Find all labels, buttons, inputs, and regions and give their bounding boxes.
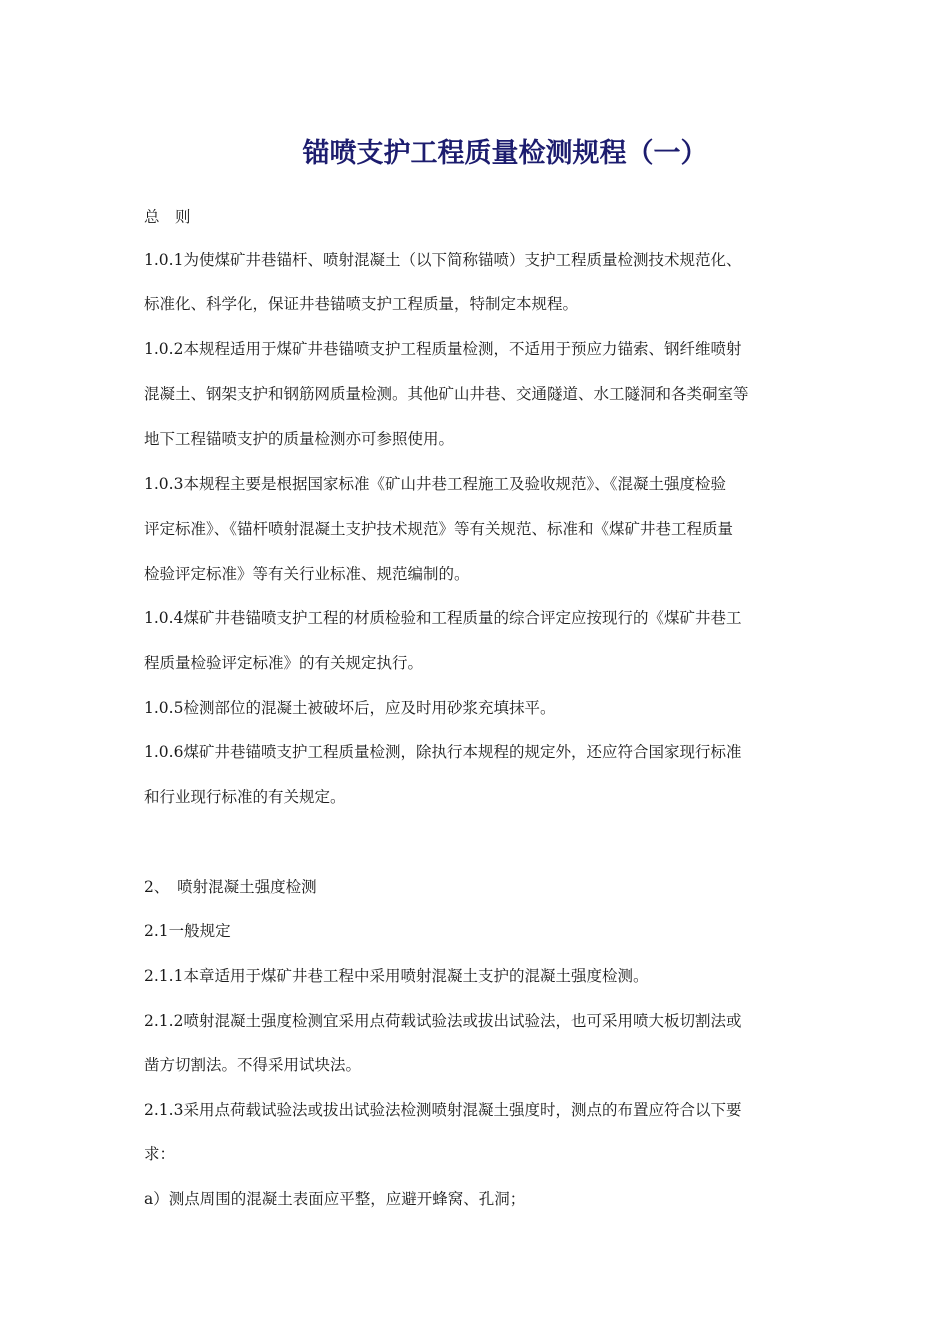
paragraph-line: 1.0.5检测部位的混凝土被破坏后，应及时用砂浆充填抹平。 xyxy=(144,699,556,717)
section-heading: 2、 喷射混凝土强度检测 xyxy=(144,878,317,896)
paragraph-line: 和行业现行标准的有关规定。 xyxy=(144,788,346,806)
document-title: 锚喷支护工程质量检测规程（一） xyxy=(302,138,708,169)
subsection-heading: 2.1一般规定 xyxy=(144,922,231,940)
paragraph-line: 检验评定标准》等有关行业标准、规范编制的。 xyxy=(144,565,470,583)
paragraph-line: 2.1.2喷射混凝土强度检测宜采用点荷载试验法或拔出试验法，也可采用喷大板切割法或 xyxy=(144,1012,742,1030)
paragraph-line: 地下工程锚喷支护的质量检测亦可参照使用。 xyxy=(144,430,455,448)
paragraph-line: 混凝土、钢架支护和钢筋网质量检测。其他矿山井巷、交通隧道、水工隧洞和各类硐室等 xyxy=(144,385,749,403)
paragraph-line: 1.0.1为使煤矿井巷锚杆、喷射混凝土（以下简称锚喷）支护工程质量检测技术规范化、 xyxy=(144,251,742,269)
paragraph-line: 程质量检验评定标准》的有关规定执行。 xyxy=(144,654,424,672)
paragraph-line: 评定标准》、《锚杆喷射混凝土支护技术规范》等有关规范、标准和《煤矿井巷工程质量 xyxy=(144,520,734,538)
paragraph-line: 凿方切割法。不得采用试块法。 xyxy=(144,1056,362,1074)
paragraph-line: 求： xyxy=(144,1145,176,1163)
paragraph-line: 2.1.3采用点荷载试验法或拔出试验法检测喷射混凝土强度时，测点的布置应符合以下要 xyxy=(144,1101,742,1119)
paragraph-line: 2.1.1本章适用于煤矿井巷工程中采用喷射混凝土支护的混凝土强度检测。 xyxy=(144,967,649,985)
paragraph-line: 1.0.4煤矿井巷锚喷支护工程的材质检验和工程质量的综合评定应按现行的《煤矿井巷工 xyxy=(144,609,742,627)
paragraph-line: 1.0.3本规程主要是根据国家标准《矿山井巷工程施工及验收规范》、《混凝土强度检验 xyxy=(144,475,726,493)
paragraph-line: 1.0.2本规程适用于煤矿井巷锚喷支护工程质量检测，不适用于预应力锚索、钢纤维喷射 xyxy=(144,340,742,358)
paragraph-line: a）测点周围的混凝土表面应平整，应避开蜂窝、孔洞； xyxy=(144,1190,526,1208)
paragraph-line: 1.0.6煤矿井巷锚喷支护工程质量检测，除执行本规程的规定外，还应符合国家现行标准 xyxy=(144,743,742,761)
paragraph-line: 标准化、科学化，保证井巷锚喷支护工程质量，特制定本规程。 xyxy=(144,295,579,313)
section-heading: 总 则 xyxy=(144,208,191,226)
